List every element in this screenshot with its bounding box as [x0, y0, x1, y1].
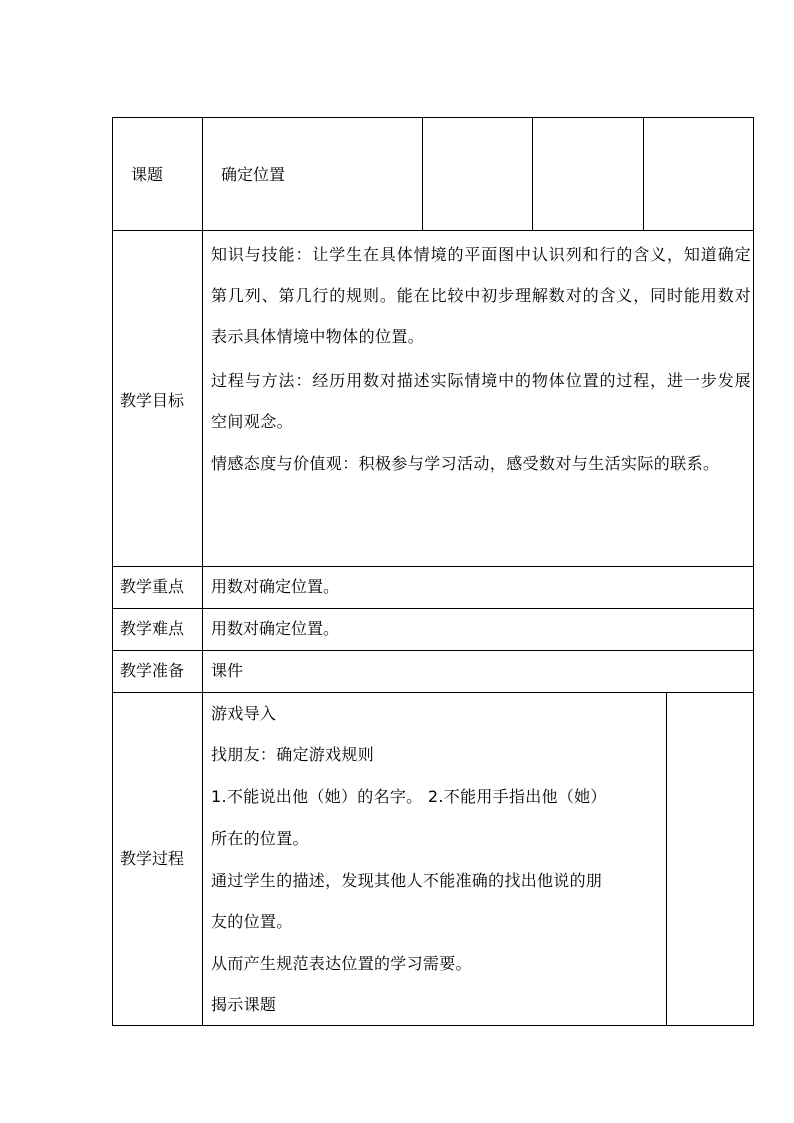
table-border-top	[112, 117, 754, 118]
process-line: 找朋友：确定游戏规则	[211, 745, 375, 764]
key-point-value: 用数对确定位置。	[211, 577, 340, 596]
row-divider-5	[112, 692, 754, 693]
row-divider-3	[112, 608, 754, 609]
process-label: 教学过程	[120, 849, 185, 868]
process-line: 揭示课题	[211, 995, 277, 1014]
goal-process-methods: 过程与方法：经历用数对描述实际情境中的物体位置的过程，进一步发展空间观念。	[211, 371, 751, 431]
preparation-value: 课件	[211, 661, 244, 680]
header-column-divider-3	[643, 117, 644, 231]
row-divider-4	[112, 650, 754, 651]
process-line: 1.不能说出他（她）的名字。 2.不能用手指出他（她）	[211, 787, 607, 806]
header-column-divider-2	[532, 117, 533, 231]
preparation-label: 教学准备	[120, 661, 185, 680]
table-border-left	[112, 117, 113, 1026]
topic-label: 课题	[131, 165, 164, 184]
difficulty-value: 用数对确定位置。	[211, 619, 340, 638]
row-divider-1	[112, 230, 754, 231]
topic-value: 确定位置	[221, 165, 286, 184]
goal-knowledge-skills: 知识与技能：让学生在具体情境的平面图中认识列和行的含义，知道确定第几列、第几行的规则。能在比较中初步理解数对的含义，同时能用数对表示具体情境中物体的位置。	[211, 245, 751, 346]
label-column-divider	[202, 117, 203, 1026]
difficulty-label: 教学难点	[120, 619, 185, 638]
process-line: 通过学生的描述，发现其他人不能准确的找出他说的朋	[211, 871, 603, 890]
process-line: 友的位置。	[211, 912, 293, 931]
process-column-divider	[666, 692, 667, 1026]
process-line: 从而产生规范表达位置的学习需要。	[211, 954, 472, 973]
table-border-bottom	[112, 1025, 754, 1026]
goals-label: 教学目标	[120, 391, 185, 410]
process-line: 所在的位置。	[211, 829, 309, 848]
table-border-right	[753, 117, 754, 1026]
key-point-label: 教学重点	[120, 577, 185, 596]
process-line: 游戏导入	[211, 704, 277, 723]
header-column-divider-1	[422, 117, 423, 231]
row-divider-2	[112, 566, 754, 567]
goal-emotions-values: 情感态度与价值观：积极参与学习活动，感受数对与生活实际的联系。	[211, 454, 720, 473]
